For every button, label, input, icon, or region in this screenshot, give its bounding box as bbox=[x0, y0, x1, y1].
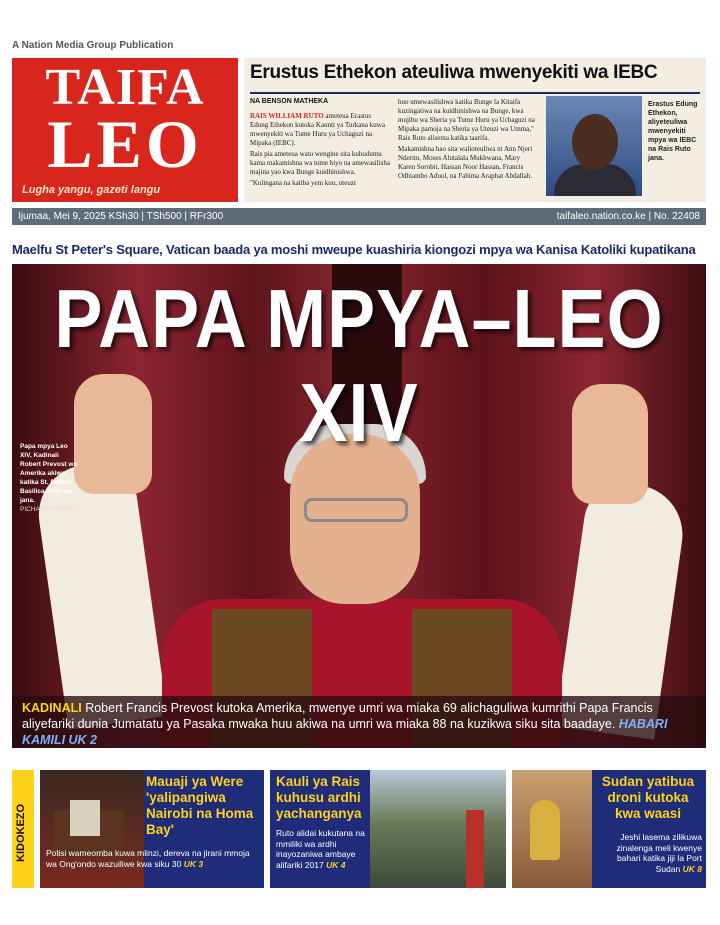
masthead-word-leo: LEO bbox=[47, 106, 203, 182]
side-caption-text: Papa mpya Leo XIV, Kadinali Robert Prevost wa Amerika akiwa katika St. Peter's Basilica, Vatican, jana. bbox=[20, 443, 78, 504]
teaser-sudan-drones[interactable] bbox=[512, 770, 706, 888]
portrait-frame bbox=[70, 800, 100, 836]
sudan-figure bbox=[530, 800, 560, 860]
teaser-page-ref[interactable]: UK 4 bbox=[326, 859, 346, 870]
caption-body: Robert Francis Prevost kutoka Amerika, mwenye umri wa miaka 69 alichaguliwa kumrithi Papa Francis aliyefariki dunia Jumatatu ya Pasaka mwaka huu akiwa na umri wa miaka 88 na kuzikwa siku sita baadaye. bbox=[22, 701, 653, 731]
masthead-logo[interactable] bbox=[12, 58, 238, 202]
teaser-body-text: Ruto alidai kukutana na mmiliki wa ardhi inayozaniwa ambaye alifariki 2017 bbox=[276, 828, 365, 870]
teaser-title[interactable]: Sudan yatibua droni kutoka kwa waasi bbox=[601, 774, 695, 821]
top-story-kicker: RAIS WILLIAM RUTO bbox=[250, 112, 324, 120]
teaser-photo-crowd bbox=[370, 770, 506, 888]
teaser-land-remark[interactable] bbox=[270, 770, 506, 888]
photo-credit: PICHA/REUTERS bbox=[20, 506, 73, 513]
top-story-paragraph: huo umewasilishwa katika Bunge la Kitaifa kuzingatiwa na kuidhinishwa na Bunge, kwa mujibu wa Sheria ya Tume Huru ya Uchaguzi na Mipaka pamoja na Sheria ya Uteuzi wa Umma," Rais Ruto alisema katika taarifa. bbox=[398, 98, 535, 142]
top-story-paragraph bbox=[250, 112, 390, 148]
read-more-link[interactable]: HABARI KAMILI UK 2 bbox=[22, 717, 668, 747]
teaser-body-text: Jeshi lasema zilikuwa zinalenga meli kwenye bahari katika jiji la Port Sudan bbox=[616, 832, 702, 874]
lead-caption bbox=[22, 700, 698, 748]
lead-strapline: Maelfu St Peter's Square, Vatican baada ya moshi mweupe kuashiria kiongozi mpya wa Kanisa Katoliki kupatikana bbox=[12, 242, 696, 257]
top-story-rule bbox=[250, 92, 700, 94]
top-story-column-1 bbox=[250, 112, 390, 190]
ethekon-photo[interactable] bbox=[546, 96, 642, 196]
top-story-paragraph: "Kulingana na katiba yetu kuu, uteuzi bbox=[250, 179, 356, 187]
lead-story-photo[interactable] bbox=[12, 264, 706, 748]
top-story-headline[interactable]: Erustus Ethekon ateuliwa mwenyekiti wa IEBC bbox=[250, 62, 658, 83]
photo-figure-head bbox=[572, 114, 618, 170]
ethekon-photo-caption: Erastus Edung Ethekon, aliyeteuliwa mwenyekiti mpya wa IEBC na Rais Ruto jana. bbox=[648, 101, 698, 162]
teaser-body bbox=[276, 828, 376, 870]
kidokezo-label bbox=[12, 770, 34, 888]
caption-keyword: KADINALI bbox=[22, 701, 82, 715]
masthead-word-taifa: TAIFA bbox=[45, 59, 205, 116]
pope-glasses bbox=[304, 498, 408, 522]
issue-date-price: Ijumaa, Mei 9, 2025 KSh30 | TSh500 | RFr300 bbox=[18, 211, 224, 222]
top-story[interactable] bbox=[244, 58, 706, 202]
top-story-byline: NA BENSON MATHEKA bbox=[250, 98, 329, 105]
top-story-text: ameteua Erastus Edung Ethekon kutoka Kaunti ya Turkana kuwa mwenyekiti wa Tume Huru ya Uchaguzi na Mipaka (IEBC). bbox=[250, 112, 385, 147]
masthead-tagline: Lugha yangu, gazeti langu bbox=[22, 184, 161, 196]
top-story-paragraph: Rais pia ameteua watu wengine sita kuhudumu kama makamishna wa tume hiyo na amewasilisha majina yao kwa Bunge kuidhinishwa. bbox=[250, 150, 390, 176]
teaser-were-murder[interactable] bbox=[40, 770, 264, 888]
top-story-paragraph: Makamishna hao sita walioteuliwa ni Ann Njeri Nderitu, Moses Alutalala Mukhwana, Mary Karen Sorobit, Hassan Noor Hassan, Francis Odhiambo Aduol, na Fahima Araphat Abdallah. bbox=[398, 145, 533, 180]
teaser-body bbox=[596, 832, 702, 874]
teaser-page-ref[interactable]: UK 3 bbox=[183, 858, 204, 869]
crowd-speaker-figure bbox=[466, 810, 484, 888]
lead-headline[interactable]: PAPA MPYA–LEO XIV bbox=[54, 273, 664, 460]
teaser-body-text: Polisi wameomba kuwa mlinzi, dereva na jirani mmoja wa Ong'ondo wazuiliwe kwa siku 30 bbox=[46, 848, 250, 869]
teaser-title[interactable]: Kauli ya Rais kuhusu ardhi yachanganya bbox=[276, 774, 362, 821]
teaser-page-ref[interactable]: UK 8 bbox=[682, 863, 702, 874]
top-story-column-2 bbox=[398, 98, 538, 183]
website-issue-number[interactable]: taifaleo.nation.co.ke | No. 22408 bbox=[556, 211, 700, 222]
teaser-body bbox=[46, 848, 260, 869]
teaser-title[interactable]: Mauaji ya Were 'yalipangiwa Nairobi na Homa Bay' bbox=[146, 774, 254, 837]
kidokezo-text: KIDOKEZO bbox=[15, 803, 27, 862]
newspaper-front-page bbox=[8, 8, 712, 908]
teaser-strip bbox=[12, 770, 706, 894]
lead-side-caption bbox=[20, 442, 80, 514]
dateline-bar bbox=[12, 208, 706, 225]
publisher-line: A Nation Media Group Publication bbox=[12, 40, 174, 51]
